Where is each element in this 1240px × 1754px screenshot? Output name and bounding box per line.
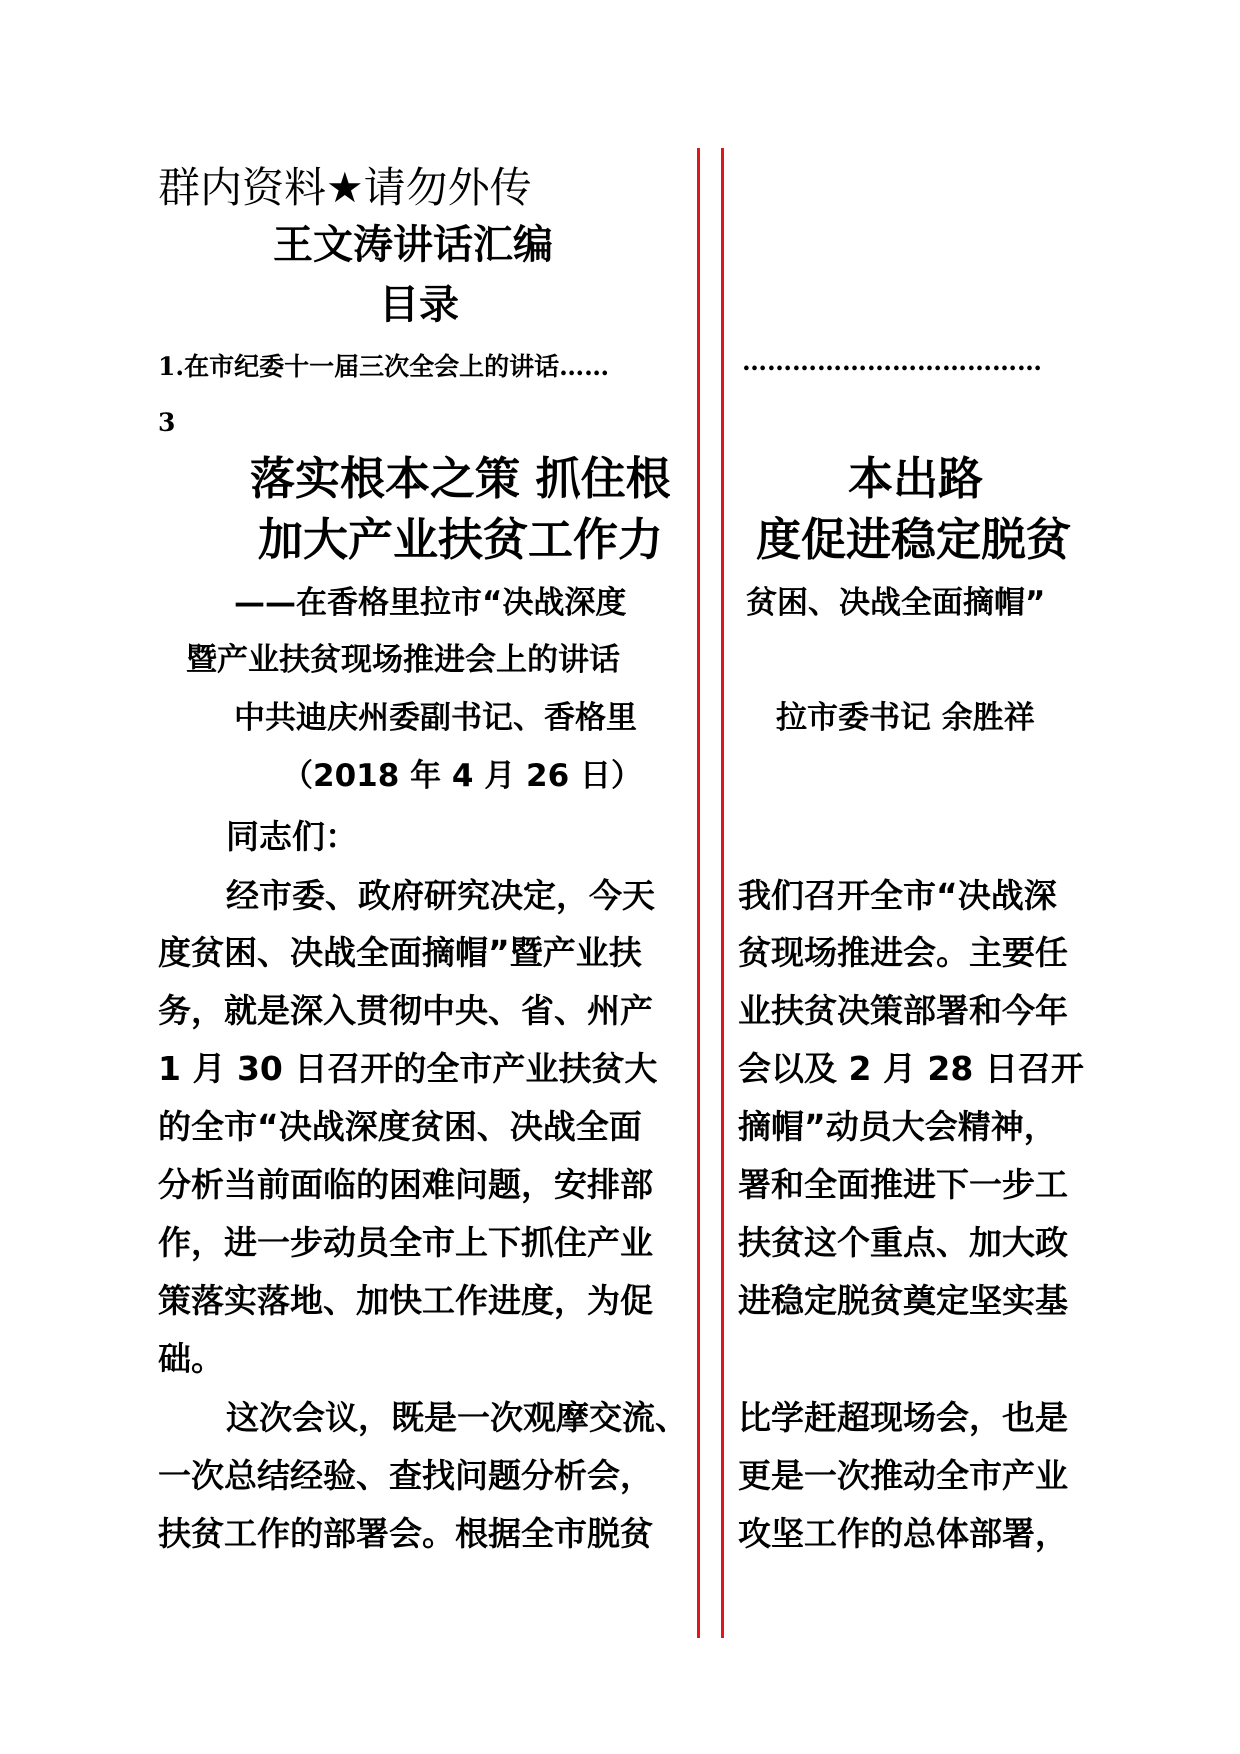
article-title-line2-right: 度促进稳定脱贫: [756, 513, 1072, 566]
column-divider-left: [697, 148, 700, 1638]
para1-left-line: 经市委、政府研究决定，今天: [226, 876, 655, 915]
toc-title: 目录: [379, 282, 459, 328]
para1-right-line: 会以及 2 月 28 日召开: [738, 1049, 1084, 1088]
salutation: 同志们：: [226, 817, 358, 856]
toc-entry-left[interactable]: 1.在市纪委十一届三次全会上的讲话……: [158, 352, 610, 381]
para2-right-line: 比学赶超现场会，也是: [738, 1398, 1068, 1437]
column-divider-right: [721, 148, 724, 1638]
para1-right-line: 署和全面推进下一步工: [738, 1165, 1068, 1204]
para1-left-line: 务，就是深入贯彻中央、省、州产: [158, 991, 653, 1030]
para2-left-line: 一次总结经验、查找问题分析会，: [158, 1456, 653, 1495]
para1-left-line: 度贫困、决战全面摘帽”暨产业扶: [158, 933, 642, 972]
article-subtitle-line2-left: 暨产业扶贫现场推进会上的讲话: [186, 642, 620, 678]
article-title-line1-right: 本出路: [848, 452, 984, 505]
para1-left-line: 础。: [158, 1339, 224, 1378]
author-left: 中共迪庆州委副书记、香格里: [234, 700, 637, 736]
para1-right-line: 进稳定脱贫奠定坚实基: [738, 1281, 1068, 1320]
para1-left-line: 1 月 30 日召开的全市产业扶贫大: [158, 1049, 658, 1088]
collection-title: 王文涛讲话汇编: [273, 222, 553, 268]
para2-right-line: 更是一次推动全市产业: [738, 1456, 1068, 1495]
article-title-line1-left: 落实根本之策 抓住根: [250, 452, 671, 505]
para1-right-line: 贫现场推进会。主要任: [738, 933, 1068, 972]
para1-right-line: 扶贫这个重点、加大政: [738, 1223, 1068, 1262]
para2-left-line: 扶贫工作的部署会。根据全市脱贫: [158, 1514, 653, 1553]
para2-left-line: 这次会议，既是一次观摩交流、: [226, 1398, 688, 1437]
para1-left-line: 的全市“决战深度贫困、决战全面: [158, 1107, 642, 1146]
article-subtitle-line1-left: ——在香格里拉市“决战深度: [234, 585, 627, 621]
para1-left-line: 分析当前面临的困难问题，安排部: [158, 1165, 653, 1204]
para1-left-line: 作，进一步动员全市上下抓住产业: [158, 1223, 653, 1262]
toc-entry-right[interactable]: ………………………………: [742, 347, 1042, 376]
article-title-line2-left: 加大产业扶贫工作力: [258, 513, 664, 566]
speech-date: （2018 年 4 月 26 日）: [282, 758, 642, 794]
para1-right-line: 摘帽”动员大会精神，: [738, 1107, 1057, 1146]
watermark-notice: 群内资料★请勿外传: [158, 163, 532, 212]
para2-right-line: 攻坚工作的总体部署，: [738, 1514, 1068, 1553]
article-subtitle-line1-right: 贫困、决战全面摘帽”: [746, 585, 1046, 621]
toc-entry-page[interactable]: 3: [158, 408, 176, 437]
para1-right-line: 业扶贫决策部署和今年: [738, 991, 1068, 1030]
para1-right-line: 我们召开全市“决战深: [738, 876, 1057, 915]
para1-left-line: 策落实落地、加快工作进度，为促: [158, 1281, 653, 1320]
author-right: 拉市委书记 余胜祥: [776, 700, 1035, 736]
